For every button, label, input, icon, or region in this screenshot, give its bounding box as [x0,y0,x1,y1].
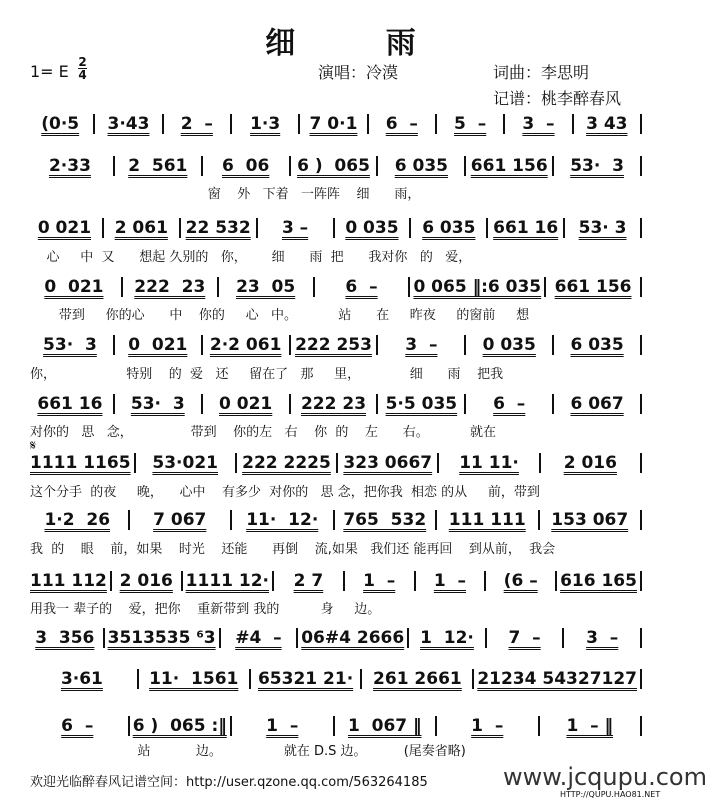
measure: 1111 12· [185,571,270,591]
barline [181,571,183,591]
staff-line [30,570,645,592]
barline [539,453,541,473]
measure: 0 021 [128,335,188,355]
barline [134,453,136,473]
barline [230,510,232,530]
barline [110,571,112,591]
barline [298,114,300,134]
measure: 6 067 [570,394,624,414]
lyrics-line: 我 的 眼 前，如果 时光 还能 再倒 流,如果 我们还 能再回 到从前， 我会 [30,542,556,557]
barline [538,716,540,736]
barline [333,218,335,238]
barline [538,510,540,530]
lyrics-line: 带到 你的心 中 你的 心 中。 站 在 昨夜 的窗前 想 [30,308,530,323]
lyrics-line: 你， 特别 的 爱 还 留在了 那 里， 细 雨 把我 [30,367,504,382]
barline [484,571,486,591]
barline [437,453,439,473]
measure: 222 2225 [242,453,331,473]
singer-credit: 演唱：冷漠 [318,63,399,82]
measure: 6 035 [394,156,448,176]
measure: 6 035 [570,335,624,355]
barline [376,335,378,355]
measure: 7 – [508,628,541,648]
barline [289,394,291,414]
measure: 1 – [433,571,467,591]
barline [137,669,139,689]
barline [230,716,232,736]
barline [162,114,164,134]
barline [113,156,115,176]
measure: 661 16 [37,394,103,414]
barline [376,394,378,414]
lyrics-line: 心 中 又 想起 久别的 你， 细 雨 把 我对你 的 爱， [30,250,472,265]
staff-line [30,155,645,177]
measure: 21234 54327127 [477,669,638,689]
measure: 222 253 [295,335,372,355]
measure: 0 035 [345,218,399,238]
staff-line [30,627,645,649]
barline [640,669,642,689]
measure: 661 16 [493,218,559,238]
barline [640,218,642,238]
measure: 6 – [61,716,94,736]
barline [289,156,291,176]
barline [408,277,410,297]
lyrics-line: 窗 外 下着 一阵阵 细 雨， [30,187,421,202]
measure: 53· 3 [570,156,624,176]
measure: 53·021 [152,453,218,473]
measure: 1·2 26 [44,510,111,530]
measure: 2 016 [563,453,617,473]
barline [572,114,574,134]
barline [376,156,378,176]
barline [103,628,105,648]
segno-sign: 𝄋 [30,438,37,454]
barline [367,114,369,134]
measure: 323 0667 [343,453,433,473]
barline [552,156,554,176]
barline [640,277,642,297]
measure: 3 356 [35,628,95,648]
measure: 6 – [385,114,418,134]
measure: 65321 21· [257,669,354,689]
measure: 3·43 [107,114,150,134]
measure: #4 – [235,628,282,648]
time-signature [78,56,87,81]
barline [640,453,642,473]
barline [249,669,251,689]
barline [503,114,505,134]
measure: 6 – [493,394,526,414]
measure: 53· 3 [578,218,627,238]
measure: 6 – [345,277,378,297]
staff-line [30,217,645,239]
time-signature-bottom: 4 [78,68,87,82]
barline [640,156,642,176]
measure: 111 111 [448,510,526,530]
barline [113,394,115,414]
barline [128,716,130,736]
measure: 3 – [405,335,438,355]
measure: 11· 12· [246,510,319,530]
measure: 3513535 ⁶3 [107,628,216,648]
barline [256,218,258,238]
barline [343,571,345,591]
barline [128,510,130,530]
key-signature: 1= E [30,62,69,81]
measure: 222 23 [134,277,206,297]
lyrics-line: 用我一 辈子的 爱，把你 重新带到 我的 身 边。 [30,602,381,617]
measure: 6 035 [422,218,476,238]
composer-credit: 词曲：李思明 [493,63,590,82]
barline [93,114,95,134]
barline [435,510,437,530]
barline [464,335,466,355]
measure: 53· 3 [43,335,97,355]
barline [219,628,221,648]
measure: 0 021 [44,277,104,297]
barline [640,628,642,648]
measure: 6 06 [221,156,270,176]
barline [296,628,298,648]
measure: 2 016 [119,571,173,591]
barline [235,453,237,473]
measure: 7 067 [153,510,207,530]
measure: 1 – [471,716,504,736]
measure: 1·3 [250,114,281,134]
measure: 1 067 ‖ [347,716,422,736]
barline [360,669,362,689]
barline [336,453,338,473]
measure: 1111 1165 [30,453,131,473]
measure: 0 065 ‖:6 035 [413,277,542,297]
barline [464,394,466,414]
measure: (6 – [503,571,538,591]
measure: 765 532 [343,510,427,530]
measure: 6 ) 065 [297,156,370,176]
measure: 2 7 [293,571,324,591]
barline [544,277,546,297]
measure: 5·5 035 [385,394,458,414]
staff-line [30,393,645,415]
barline [414,571,416,591]
barline [102,218,104,238]
barline [640,394,642,414]
barline [640,114,642,134]
measure: 11· 1561 [149,669,239,689]
watermark-sub: HTTP://QUPU.HAO81.NET [560,790,661,799]
measure: 3 – [586,628,619,648]
measure: 1 – [363,571,396,591]
watermark: www.jcqupu.com [503,763,707,791]
measure: 5 – [454,114,487,134]
measure: 22 532 [185,218,251,238]
staff-line [30,276,645,298]
barline [113,335,115,355]
measure: 06#4 2666 [301,628,405,648]
measure: 3 – [281,218,309,238]
staff-line [30,509,645,531]
barline [272,571,274,591]
staff-line [30,715,645,737]
barline [552,335,554,355]
barline [464,156,466,176]
barline [552,394,554,414]
barline [563,218,565,238]
measure: 1 – [266,716,299,736]
measure: 1 – ‖ [566,716,614,736]
transcriber-credit: 记谱：桃李醉春风 [493,89,622,108]
lyrics-line: 这个分手 的夜 晚， 心中 有多少 对你的 思 念，把你我 相恋 的从 前，带到 [30,485,540,500]
measure: 23 05 [236,277,296,297]
measure: 2 – [180,114,213,134]
song-title: 细 雨 [265,26,456,61]
barline [435,114,437,134]
lyrics-line: 对你的 思 念， 带到 你的左 右 你 的 左 右。 就在 [30,425,497,440]
barline [201,156,203,176]
measure: 661 156 [470,156,548,176]
measure: 153 067 [551,510,629,530]
barline [407,628,409,648]
staff-line [30,668,645,690]
measure: 2·33 [48,156,91,176]
barline [179,218,181,238]
measure: 661 156 [554,277,632,297]
measure: 53· 3 [130,394,185,414]
barline [562,628,564,648]
staff-line [30,113,645,135]
measure: 261 2661 [373,669,462,689]
barline [217,277,219,297]
barline [472,669,474,689]
measure: 2·2 061 [209,335,282,355]
barline [313,277,315,297]
barline [289,335,291,355]
barline [333,510,335,530]
lyrics-line: 站 边。 就在 D.S 边。 (尾奏省略) [30,744,466,759]
measure: 3 – [522,114,555,134]
measure: 0 035 [482,335,536,355]
barline [333,716,335,736]
measure: 11 11· [459,453,519,473]
measure: 3 43 [586,114,628,134]
measure: (0·5 [41,114,80,134]
time-signature-top: 2 [78,55,87,69]
barline [555,571,557,591]
barline [640,510,642,530]
measure: 0 021 [37,218,92,238]
staff-line [30,452,645,474]
measure: 0 021 [219,394,273,414]
barline [486,218,488,238]
staff-line [30,334,645,356]
measure: 1 12· [420,628,474,648]
barline [121,277,123,297]
measure: 222 23 [300,394,367,414]
barline [640,571,642,591]
measure: 111 112 [30,571,107,591]
measure: 7 0·1 [309,114,358,134]
barline [409,218,411,238]
barline [640,716,642,736]
measure: 2 061 [114,218,168,238]
barline [201,394,203,414]
barline [201,335,203,355]
measure: 616 165 [560,571,637,591]
barline [230,114,232,134]
barline [435,716,437,736]
measure: 6 ) 065 :‖ [132,716,227,736]
measure: 2 561 [128,156,188,176]
measure: 3·61 [60,669,103,689]
barline [640,335,642,355]
barline [485,628,487,648]
footer-text: 欢迎光临醉春风记谱空间：http://user.qzone.qq.com/563264185 [30,775,428,790]
